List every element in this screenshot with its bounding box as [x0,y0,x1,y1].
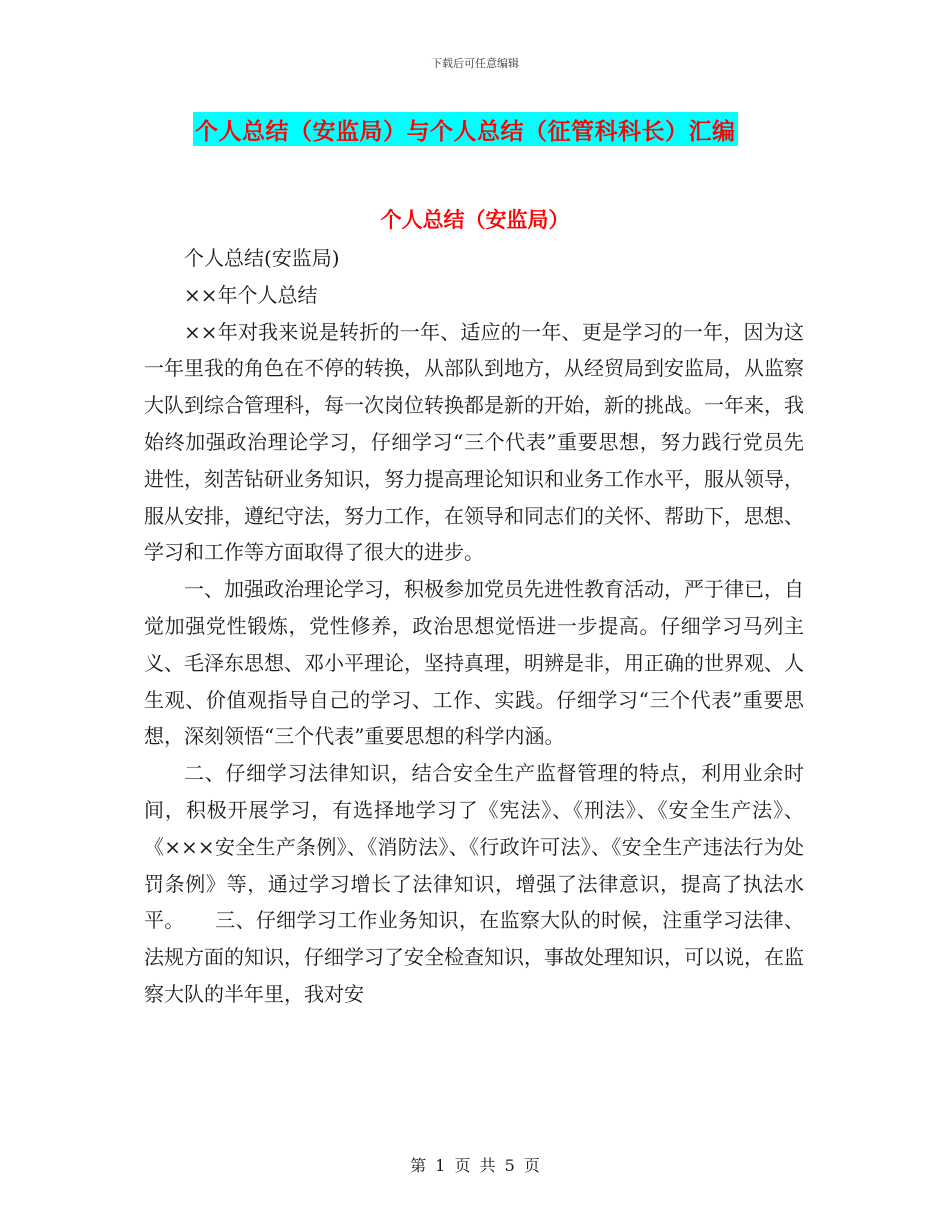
main-title: 个人总结（安监局）与个人总结（征管科科长）汇编 [195,118,736,145]
paragraph: ××年对我来说是转折的一年、适应的一年、更是学习的一年，因为这一年里我的角色在不停的转换，从部队到地方，从经贸局到安监局，从监察大队到综合管理科，每一次岗位转换都是新的开始，新的挑战。一年来，我始终加强政治理论学习，仔细学习“三个代表”重要思想，努力践行党员先进性，刻苦钻研业务知识，努力提高理论知识和业务工作水平，服从领导，服从安排，遵纪守法，努力工作，在领导和同志们的关怀、帮助下，思想、学习和工作等方面取得了很大的进步。 [144,319,804,565]
main-title-highlight [193,112,738,146]
header-note: 下载后可任意编辑 [431,57,519,70]
body-text [144,240,804,1013]
paragraph: 一、加强政治理论学习，积极参加党员先进性教育活动，严于律已，自觉加强党性锻炼，党性修养，政治思想觉悟进一步提高。仔细学习马列主义、毛泽东思想、邓小平理论，坚持真理，明辨是非，用正确的世界观、人生观、价值观指导自己的学习、工作、实践。仔细学习“三个代表”重要思想，深刻领悟“三个代表”重要思想的科学内涵。 [144,577,804,749]
paragraph: ××年个人总结 [184,282,318,307]
paragraph: 二、仔细学习法律知识，结合安全生产监督管理的特点，利用业余时间，积极开展学习，有选择地学习了《宪法》、《刑法》、《安全生产法》、《×××安全生产条例》、《消防法》、《行政许可法》、《安全生产违法行为处罚条例》等，通过学习增长了法律知识，增强了法律意识，提高了执法水平。 三、仔细学习工作业务知识，在监察大队的时候，注重学习法律、法规方面的知识，仔细学习了安全检查知识，事故处理知识，可以说，在监察大队的半年里，我对安 [144,761,804,1006]
section-title: 个人总结（安监局） [380,208,570,232]
paragraph: 个人总结(安监局) [184,246,340,270]
page-footer: 第 1 页 共 5 页 [410,1156,540,1175]
